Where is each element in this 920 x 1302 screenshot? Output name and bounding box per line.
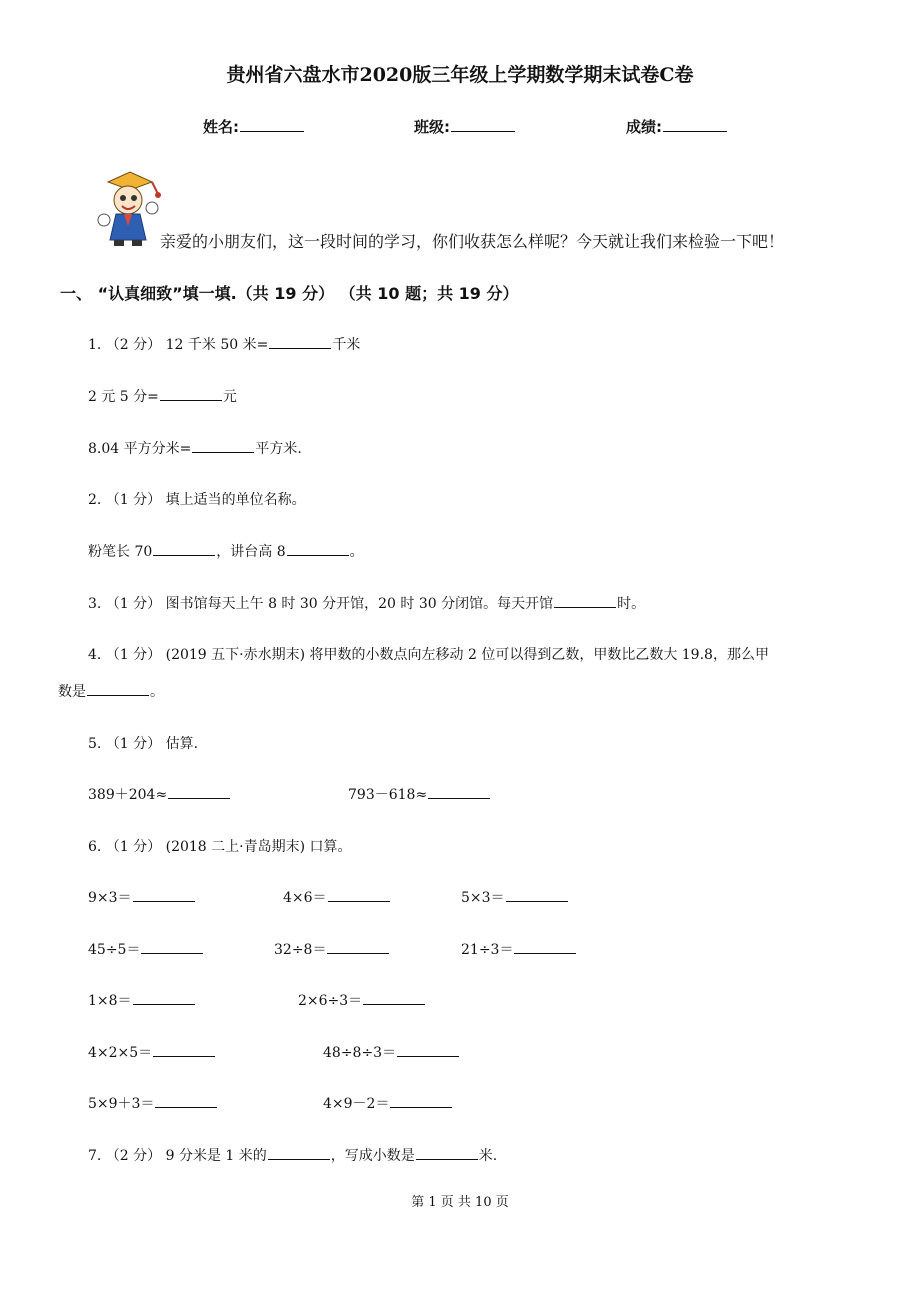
answer-blank[interactable] — [397, 1042, 459, 1057]
answer-blank[interactable] — [268, 1145, 330, 1160]
question-1b: 2 元 5 分= 元 — [88, 386, 237, 406]
calc-item: 9×3＝ — [88, 887, 196, 907]
calc-item: 21÷3＝ — [461, 939, 577, 959]
page-title: 贵州省六盘水市2020版三年级上学期数学期末试卷C卷 — [226, 64, 694, 86]
answer-blank[interactable] — [155, 1093, 217, 1108]
name-field — [203, 116, 305, 137]
calc-item: 2×6÷3＝ — [298, 990, 426, 1010]
question-3: 3. （1 分） 图书馆每天上午 8 时 30 分开馆，20 时 30 分闭馆。每天开馆 时。 — [88, 593, 645, 613]
answer-blank[interactable] — [363, 990, 425, 1005]
score-field — [626, 116, 728, 137]
question-2: 2. （1 分） 填上适当的单位名称。 — [88, 492, 306, 508]
question-5: 5. （1 分） 估算. — [88, 736, 199, 752]
answer-blank[interactable] — [192, 438, 254, 453]
answer-blank[interactable] — [327, 939, 389, 954]
answer-blank[interactable] — [160, 386, 222, 401]
answer-blank[interactable] — [506, 887, 568, 902]
answer-blank[interactable] — [428, 784, 490, 799]
question-4-line1: 4. （1 分） (2019 五下·赤水期末) 将甲数的小数点向左移动 2 位可以得到乙数，甲数比乙数大 19.8，那么甲 — [88, 647, 769, 663]
calc-item: 1×8＝ — [88, 990, 196, 1010]
class-label: 班级: — [414, 118, 450, 136]
answer-blank[interactable] — [554, 593, 616, 608]
answer-blank[interactable] — [328, 887, 390, 902]
question-4-line2: 数是 。 — [58, 681, 164, 701]
answer-blank[interactable] — [153, 541, 215, 556]
calc-item: 45÷5＝ — [88, 939, 204, 959]
answer-blank[interactable] — [87, 681, 149, 696]
calc-item: 5×9＋3＝ — [88, 1093, 218, 1113]
score-label: 成绩: — [626, 118, 662, 136]
question-7: 7. （2 分） 9 分米是 1 米的 ，写成小数是 米. — [88, 1145, 497, 1165]
answer-blank[interactable] — [514, 939, 576, 954]
calc-item: 4×2×5＝ — [88, 1042, 216, 1062]
score-blank[interactable] — [663, 117, 727, 132]
calc-item: 32÷8＝ — [274, 939, 390, 959]
calc-item: 4×9－2＝ — [323, 1093, 453, 1113]
answer-blank[interactable] — [133, 887, 195, 902]
answer-blank[interactable] — [168, 784, 230, 799]
name-label: 姓名: — [203, 118, 239, 136]
answer-blank[interactable] — [416, 1145, 478, 1160]
class-field — [414, 116, 516, 137]
question-6: 6. （1 分） (2018 二上·青岛期末) 口算。 — [88, 839, 352, 855]
calc-item: 4×6＝ — [283, 887, 391, 907]
greeting-text: 亲爱的小朋友们，这一段时间的学习，你们收获怎么样呢？今天就让我们来检验一下吧！ — [160, 232, 785, 251]
section-1-title: 一、 “认真细致”填一填.（共 19 分） （共 10 题；共 19 分） — [60, 284, 519, 303]
answer-blank[interactable] — [390, 1093, 452, 1108]
answer-blank[interactable] — [269, 334, 331, 349]
answer-blank[interactable] — [287, 541, 349, 556]
question-2a: 粉笔长 70 ，讲台高 8 。 — [88, 541, 364, 561]
calc-item: 48÷8÷3＝ — [323, 1042, 460, 1062]
page-footer: 第 1 页 共 10 页 — [411, 1195, 509, 1210]
question-1a: 1. （2 分） 12 千米 50 米= 千米 — [88, 334, 360, 354]
calc-item: 5×3＝ — [461, 887, 569, 907]
answer-blank[interactable] — [133, 990, 195, 1005]
mascot-icon — [90, 168, 170, 248]
answer-blank[interactable] — [153, 1042, 215, 1057]
question-5a: 389＋204≈ — [88, 784, 231, 804]
question-1c: 8.04 平方分米= 平方米. — [88, 438, 302, 458]
name-blank[interactable] — [240, 117, 304, 132]
class-blank[interactable] — [451, 117, 515, 132]
question-5b: 793－618≈ — [348, 784, 491, 804]
answer-blank[interactable] — [141, 939, 203, 954]
